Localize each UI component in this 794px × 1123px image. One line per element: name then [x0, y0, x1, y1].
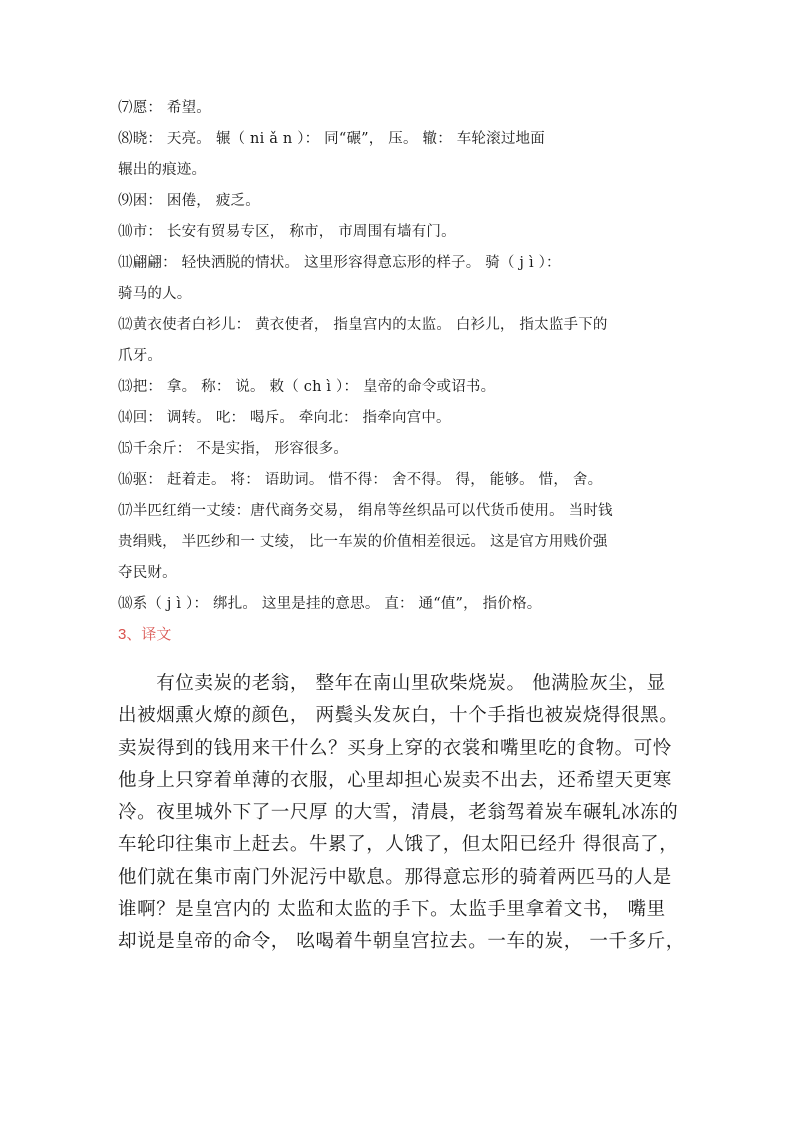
- section-heading-translation: 3、译文: [118, 626, 172, 643]
- note-line: ⑺愿： 希望。: [118, 100, 212, 116]
- note-line: 贵绢贱， 半匹纱和一 丈绫， 比一车炭的价值相差很远。 这是官方用贱价强: [118, 534, 608, 550]
- annotation-notes: [118, 93, 688, 620]
- note-line: ⒄半匹红绡一丈绫：唐代商务交易， 绢帛等丝织品可以代货币使用。 当时钱: [118, 503, 613, 519]
- note-line: 辗出的痕迹。: [118, 162, 207, 178]
- note-line: 夺民财。: [118, 565, 177, 581]
- note-line: ⒂千余斤： 不是实指， 形容很多。: [118, 441, 349, 457]
- note-line: ⒁回： 调转。 叱： 喝斥。 牵向北： 指牵向宫中。: [118, 410, 451, 426]
- translation-line: 出被烟熏火燎的颜色， 两鬓头发灰白，十个手指也被炭烧得很黑。: [118, 705, 679, 727]
- note-line: 骑马的人。: [118, 286, 192, 302]
- note-line: ⑾翩翩： 轻快洒脱的情状。 这里形容得意忘形的样子。 骑（ j ì ）：: [118, 255, 561, 271]
- translation-line: 有位卖炭的老翁， 整年在南山里砍柴烧炭。 他满脸灰尘，显: [118, 673, 666, 694]
- translation-line: 却说是皇帝的命令， 吆喝着牛朝皇宫拉去。一车的炭， 一千多斤，: [118, 931, 685, 953]
- translation-line: 卖炭得到的钱用来干什么？买身上穿的衣裳和嘴里吃的食物。可怜: [118, 737, 672, 759]
- note-line: ⑻晓： 天亮。 辗（ ni ǎ n ）： 同“碾”， 压。 辙： 车轮滚过地面: [118, 131, 545, 147]
- note-line: ⒅系（ j ì ）： 绑扎。 这里是挂的意思。 直： 通“值”， 指价格。: [118, 596, 542, 612]
- note-line: ⑿黄衣使者白衫儿： 黄衣使者， 指皇宫内的太监。 白衫儿， 指太监手下的: [118, 317, 608, 333]
- translation-line: 谁啊？是皇宫内的 太监和太监的手下。太监手里拿着文书， 嘴里: [118, 899, 666, 921]
- translation-line: 冷。夜里城外下了一尺厚 的大雪，清晨，老翁驾着炭车碾轧冰冻的: [118, 802, 679, 824]
- translation-body: [118, 668, 698, 959]
- translation-line: 他们就在集市南门外泥污中歇息。那得意忘形的骑着两匹马的人是: [118, 866, 672, 888]
- translation-line: 车轮印往集市上赶去。牛累了，人饿了，但太阳已经升 得很高了，: [118, 834, 679, 856]
- note-line: ⑽市： 长安有贸易专区， 称市， 市周围有墙有门。: [118, 224, 456, 240]
- note-line: 爪牙。: [118, 348, 163, 364]
- note-line: ⒀把： 拿。 称： 说。 敕（ ch ì ）： 皇帝的命令或诏书。: [118, 379, 496, 395]
- note-line: ⒃驱： 赶着走。 将： 语助词。 惜不得： 舍不得。 得， 能够。 惜， 舍。: [118, 472, 603, 488]
- note-line: ⑼困： 困倦， 疲乏。: [118, 193, 260, 209]
- translation-line: 他身上只穿着单薄的衣服，心里却担心炭卖不出去，还希望天更寒: [118, 769, 672, 791]
